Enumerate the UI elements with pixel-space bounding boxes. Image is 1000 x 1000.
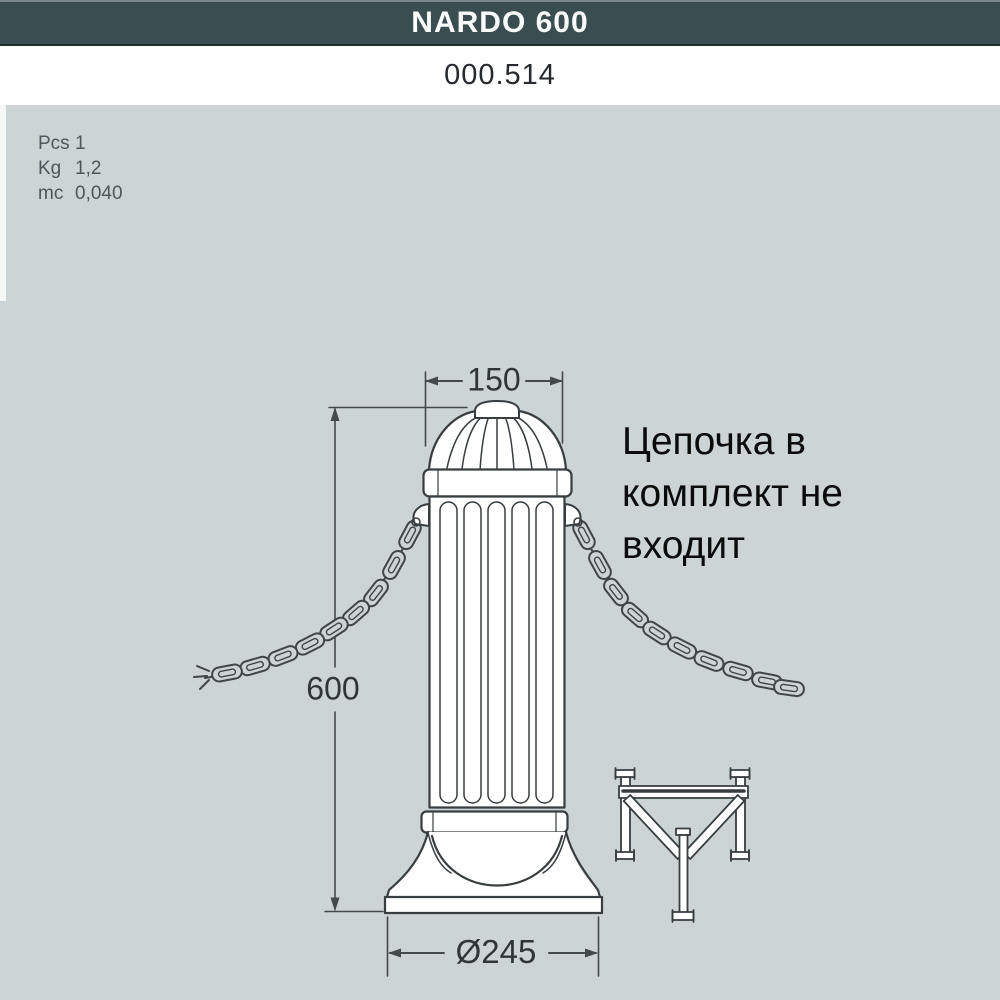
spec-label: Pcs bbox=[38, 133, 70, 154]
chain-hook-left bbox=[412, 504, 429, 526]
spec-label: Kg bbox=[38, 158, 62, 179]
chain-hook-right bbox=[565, 504, 582, 526]
base-plate bbox=[385, 897, 602, 913]
top-cap bbox=[475, 401, 519, 418]
product-title: NARDO 600 bbox=[411, 6, 589, 39]
spec-value: 1 bbox=[75, 133, 86, 154]
dim-label-base-diameter: Ø245 bbox=[455, 933, 537, 970]
chain-left bbox=[194, 518, 423, 689]
model-number: 000.514 bbox=[444, 59, 556, 91]
chain-not-included-note bbox=[622, 416, 843, 572]
dim-label-top-width: 150 bbox=[467, 361, 521, 398]
shaft bbox=[430, 497, 565, 808]
spec-label: mc bbox=[38, 183, 64, 204]
lower-collar bbox=[422, 812, 568, 833]
spec-value: 0,040 bbox=[75, 183, 123, 204]
note-line: входит bbox=[622, 524, 746, 567]
bollard-body bbox=[385, 401, 602, 913]
note-line: Цепочка в bbox=[622, 420, 806, 463]
dim-label-height: 600 bbox=[306, 670, 360, 707]
note-line: комплект не bbox=[622, 472, 843, 515]
upper-collar bbox=[424, 470, 572, 497]
spec-value: 1,2 bbox=[75, 158, 102, 179]
anchor-bracket bbox=[616, 768, 750, 922]
